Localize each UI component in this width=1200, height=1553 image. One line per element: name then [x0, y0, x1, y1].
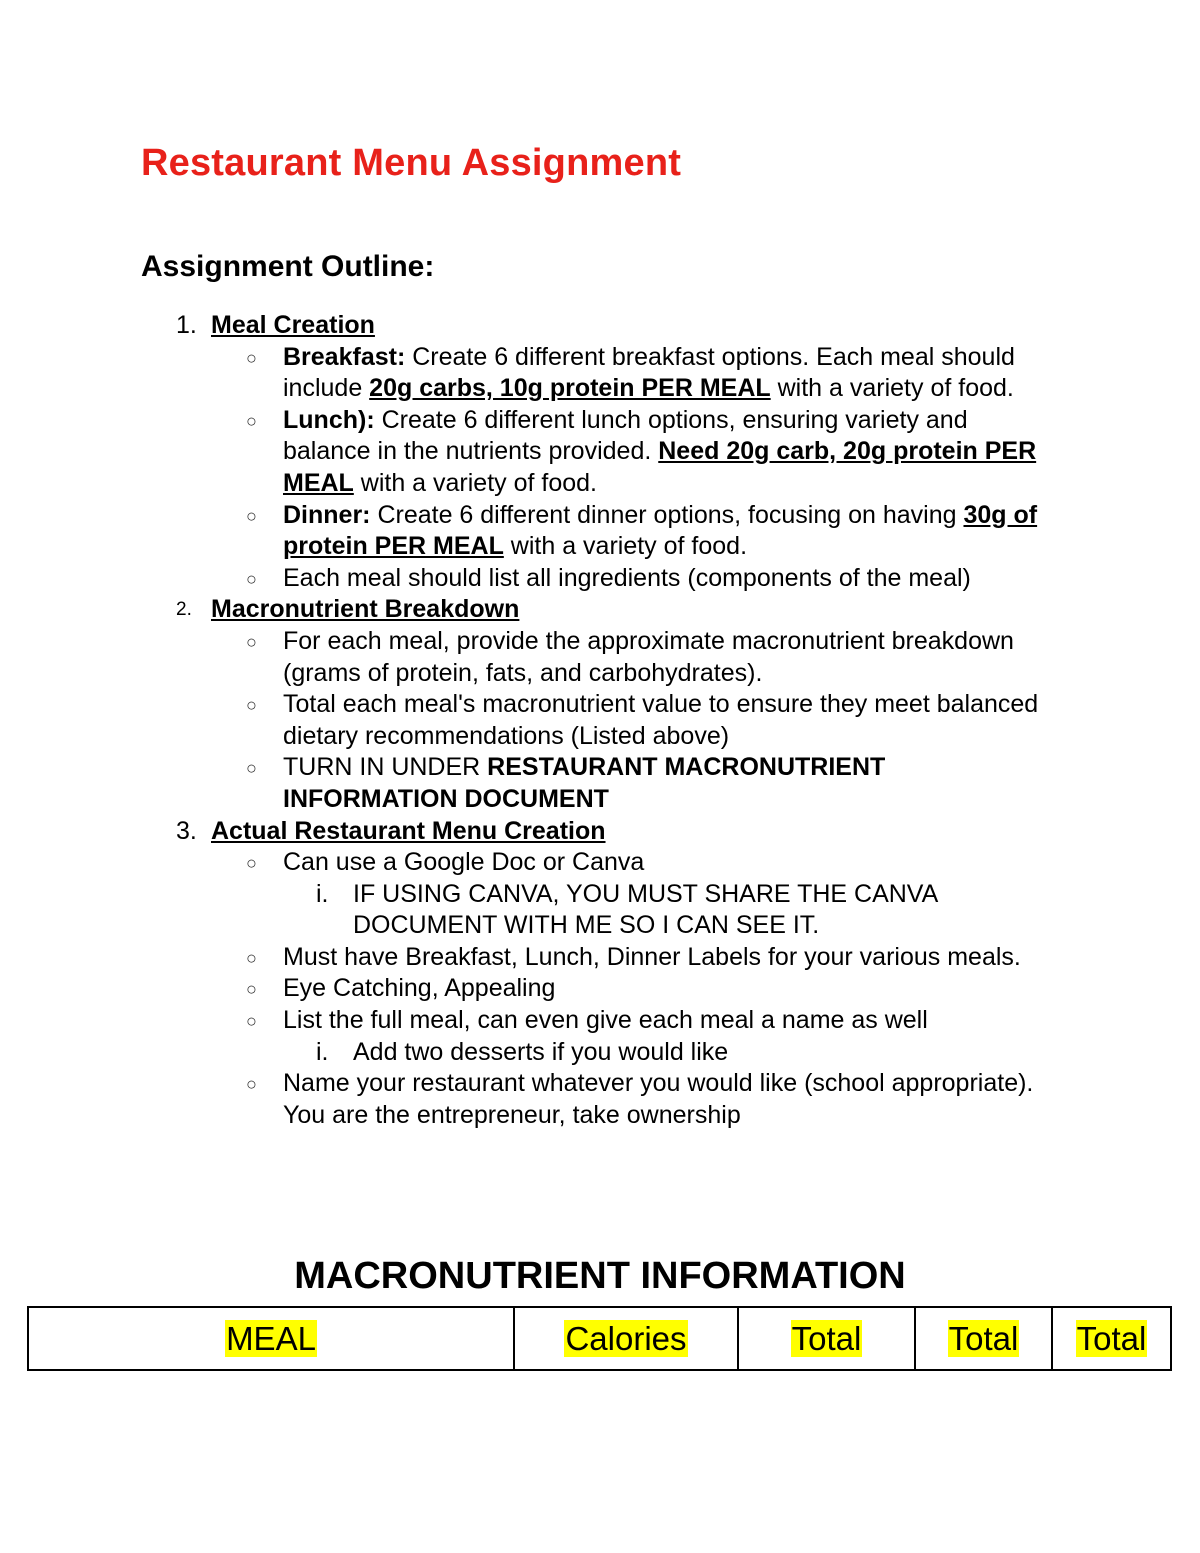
list-item: ○ Total each meal's macronutrient value to ensure they meet balanced dietary recommendations (Listed above) [246, 690, 1039, 750]
bullet-circle-icon: ○ [246, 695, 257, 716]
table-header-cell: Calories [514, 1307, 738, 1370]
bullet-circle-icon: ○ [246, 347, 257, 368]
list-item: ○ List the full meal, can even give each meal a name as well [0, 1005, 1200, 1037]
table-header-row [28, 1307, 1171, 1370]
bullet-circle-icon: ○ [246, 1011, 257, 1032]
list-item: ○ Name your restaurant whatever you would like (school appropriate). You are the entrepreneur, take ownership [246, 1069, 1034, 1129]
sub-list-item: i. IF USING CANVA, YOU MUST SHARE THE CANVA DOCUMENT WITH ME SO I CAN SEE IT. [316, 879, 937, 940]
macronutrient-heading: MACRONUTRIENT INFORMATION [294, 1255, 906, 1297]
section-number: 3. [176, 816, 197, 845]
section-macronutrient-breakdown [0, 594, 1200, 626]
section-heading: Meal Creation [211, 311, 375, 339]
sub-item-numeral: i. [316, 1037, 329, 1066]
section-heading: Macronutrient Breakdown [211, 595, 520, 624]
bullet-circle-icon: ○ [246, 1074, 257, 1095]
table-header-cell: Total [738, 1307, 915, 1370]
bullet-circle-icon: ○ [246, 853, 257, 874]
section-number: 2. [176, 599, 192, 621]
sub-list-item: i. Add two desserts if you would like [0, 1037, 1200, 1069]
bullet-circle-icon: ○ [246, 505, 257, 526]
section-heading: Actual Restaurant Menu Creation [211, 816, 606, 845]
bullet-circle-icon: ○ [246, 947, 257, 968]
list-item: ○ Dinner: Create 6 different dinner options, focusing on having 30g of protein PER MEAL with a variety of food. [246, 500, 1038, 561]
list-item: ○ Can use a Google Doc or Canva [0, 847, 1200, 879]
list-item: ○ For each meal, provide the approximate macronutrient breakdown (grams of protein, fats, and carbohydrates). [246, 626, 1014, 687]
bullet-circle-icon: ○ [246, 758, 257, 779]
macronutrient-table [27, 1306, 1172, 1371]
section-menu-creation [0, 816, 1200, 848]
table-header-cell: Total [915, 1307, 1052, 1370]
bullet-circle-icon: ○ [246, 979, 257, 1000]
section-number: 1. [176, 311, 197, 339]
list-item: ○ TURN IN UNDER RESTAURANT MACRONUTRIENT INFORMATION DOCUMENT [246, 753, 886, 813]
bullet-circle-icon: ○ [246, 568, 257, 589]
list-item: ○ Lunch): Create 6 different lunch options, ensuring variety and balance in the nutrients provided. Need 20g carb, 20g protein PER MEAL with a variety of food. [246, 405, 1037, 497]
table-header-cell: MEAL [28, 1307, 514, 1370]
document-title: Restaurant Menu Assignment [141, 142, 682, 184]
list-item: ○ Eye Catching, Appealing [0, 973, 1200, 1005]
outline-heading: Assignment Outline: [141, 250, 435, 283]
list-item: ○ Breakfast: Create 6 different breakfast options. Each meal should include 20g carbs, 10g protein PER MEAL with a variety of food. [246, 342, 1015, 403]
sub-item-numeral: i. [316, 879, 329, 908]
list-item: ○ Each meal should list all ingredients (components of the meal) [0, 563, 1200, 595]
assignment-outline [0, 310, 1200, 1131]
bullet-circle-icon: ○ [246, 410, 257, 431]
list-item: ○ Must have Breakfast, Lunch, Dinner Labels for your various meals. [0, 942, 1200, 974]
bullet-circle-icon: ○ [246, 631, 257, 652]
section-meal-creation [0, 310, 1200, 342]
table-header-cell: Total [1052, 1307, 1171, 1370]
